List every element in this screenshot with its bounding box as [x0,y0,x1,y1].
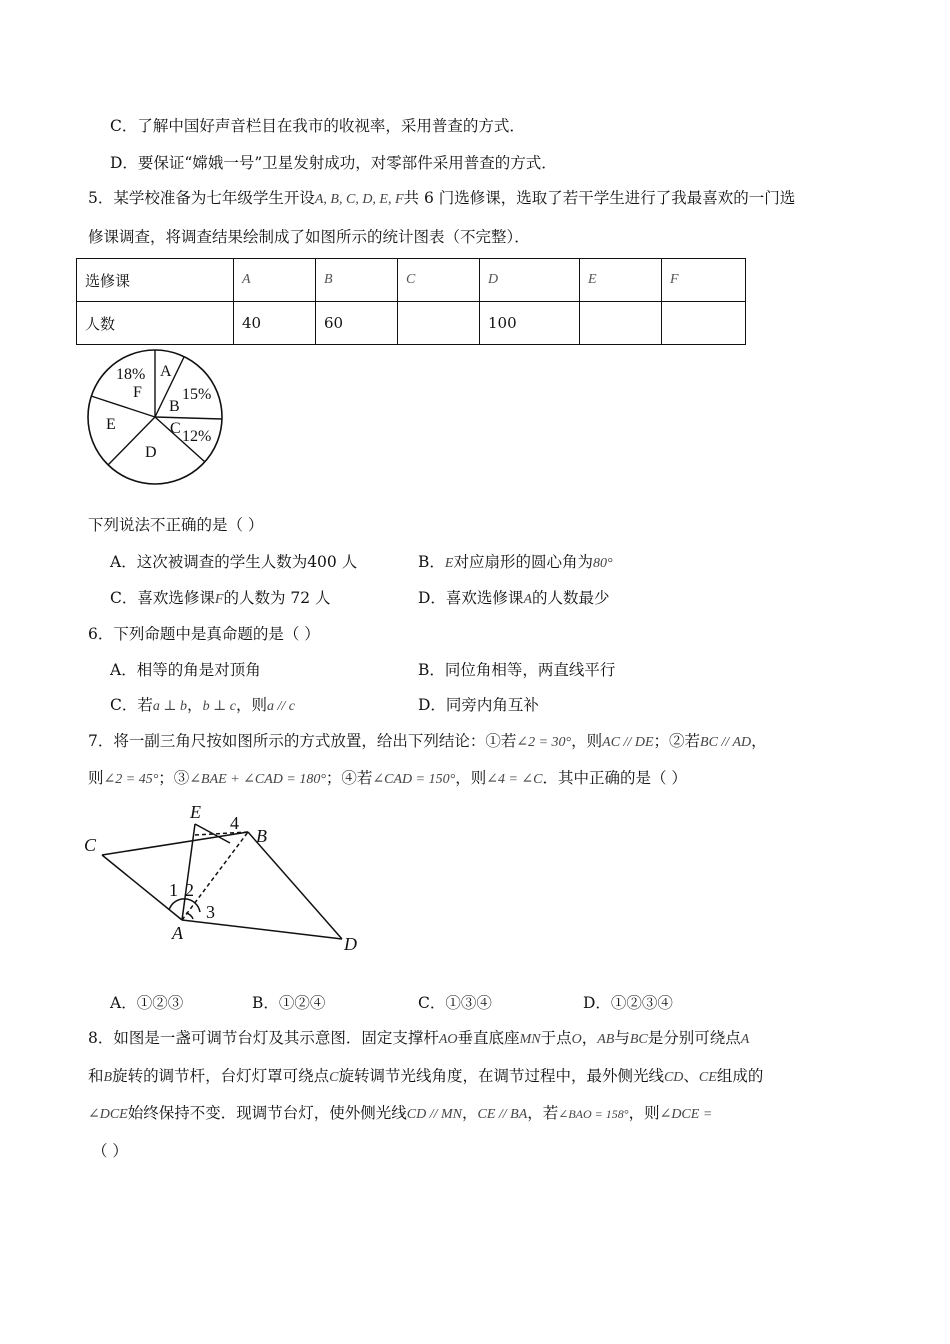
q7-text: ， [751,732,767,750]
q5-stem-courses: A, B, C, D, E, F [314,192,404,207]
q7-text: ；③ [158,769,190,787]
q7-text: ．其中正确的是（ ） [542,769,687,787]
q8-text: 始终保持不变．现调节台灯，使外侧光线 [127,1104,407,1122]
q7-math: ∠BAE + ∠CAD = 180° [189,772,326,787]
q7-option-b: B．①②④ [252,994,326,1012]
table-header-cell: C [398,259,480,302]
q6-stem: 6．下列命题中是真命题的是（ ） [88,625,320,643]
q7-math: BC // AD [700,735,752,750]
table-cell [398,302,480,345]
pie-label-e: E [106,416,116,433]
table-cell [662,302,746,345]
q5-option-d-text: 的人数最少 [532,589,610,607]
q8-math: CE // BA [477,1107,528,1122]
q8-math: O [571,1032,582,1047]
q5-option-b-var: E [444,556,454,571]
segment-ad [182,920,342,939]
label-e: E [190,802,201,822]
table-cell: 60 [316,302,398,345]
q6-option-c-math3: a // c [266,699,295,714]
q7-math: ∠2 = 45° [103,772,159,787]
table-header-cell: B [316,259,398,302]
q7-text: ，则 [571,732,603,750]
q7-text: 7．将一副三角尺按如图所示的方式放置，给出下列结论：①若 [88,732,517,750]
table-header-cell: D [480,259,580,302]
q7-math: ∠4 = ∠C [486,772,543,787]
q7-math: AC // DE [602,735,654,750]
q7-text: ；②若 [653,732,701,750]
pie-label-b: B [169,398,180,415]
table-header-cell: 选修课 [77,259,234,302]
q5-option-c-var: F [214,592,224,607]
pie-label-f-percent: 18% [116,366,146,383]
survey-table [76,258,746,345]
table-header-cell: A [234,259,316,302]
q8-stem-line2 [88,1066,763,1088]
pie-label-f: F [133,384,142,401]
q5-option-c [110,588,331,610]
table-cell: 40 [234,302,316,345]
q8-math: ∠BAO = 158° [558,1107,629,1121]
label-1: 1 [169,880,178,900]
q4-option-d: D．要保证“嫦娥一号”卫星发射成功，对零部件采用普查的方式． [110,154,557,172]
table-cell: 100 [480,302,580,345]
q5-option-d [418,588,610,610]
table-cell: 人数 [77,302,234,345]
q6-option-b: B．同位角相等，两直线平行 [418,661,616,679]
q5-question: 下列说法不正确的是（ ） [88,516,264,534]
q8-math: CE [698,1070,717,1085]
label-d: D [344,934,357,954]
q5-option-c-text: 的人数为 72 人 [223,589,331,607]
q8-math: AO [438,1032,458,1047]
q6-option-a: A．相等的角是对顶角 [110,661,261,679]
q6-option-c-sep2: ，则 [235,696,267,714]
q5-stem-text-a: 5．某学校准备为七年级学生开设 [88,189,315,207]
q8-text: 旋转的调节杆，台灯灯罩可绕点 [112,1067,330,1085]
q7-math: ∠CAD = 150° [372,772,456,787]
q7-text: ，则 [455,769,487,787]
q5-option-b [418,552,613,574]
q8-text: ， [461,1104,478,1122]
q8-stem-line3 [88,1103,712,1125]
q8-math: B [103,1070,113,1085]
q6-option-c-math2: b ⊥ c [202,699,236,714]
q8-math: C [329,1070,339,1085]
pie-label-d: D [145,444,157,461]
pie-divider [91,396,155,417]
table-header-cell: E [580,259,662,302]
table-row [77,302,746,345]
q7-stem-line1 [88,731,767,753]
q8-text: 组成的 [716,1067,764,1085]
q8-text: ， [581,1029,598,1047]
label-a: A [172,923,183,943]
q8-math: AB [597,1032,615,1047]
q8-text: 8．如图是一盏可调节台灯及其示意图．固定支撑杆 [88,1029,439,1047]
q8-math: ∠DCE [88,1107,128,1122]
table-cell [580,302,662,345]
q7-option-d: D．①②③④ [583,994,673,1012]
q6-option-d: D．同旁内角互补 [418,696,539,714]
q5-option-d-prefix: D．喜欢选修课 [418,589,524,607]
q5-option-b-text: 对应扇形的圆心角为 [453,553,593,571]
q8-math: ∠DCE = [659,1107,713,1122]
q5-option-c-prefix: C．喜欢选修课 [110,589,215,607]
pie-divider [155,417,222,419]
label-2: 2 [185,880,194,900]
q8-math: BC [629,1032,648,1047]
q7-stem-line2 [88,768,687,790]
q5-stem-line2: 修课调查，将调查结果绘制成了如图所示的统计图表（不完整）． [88,228,530,246]
q8-text: 和 [88,1067,104,1085]
q8-math: A [740,1032,750,1047]
q8-text: 旋转调节光线角度，在调节过程中，最外侧光线 [338,1067,664,1085]
q7-math: ∠2 = 30° [516,735,572,750]
segment-bd [248,832,342,939]
table-header-row [77,259,746,302]
label-4: 4 [230,813,239,833]
q4-option-c: C．了解中国好声音栏目在我市的收视率，采用普查的方式． [110,117,525,135]
q8-math: MN [519,1032,541,1047]
q6-option-c-sep1: ， [187,696,203,714]
q6-option-c-math1: a ⊥ b [152,699,188,714]
q8-text: 、 [683,1067,699,1085]
pie-label-c-percent: 12% [182,428,212,445]
q7-option-c: C．①③④ [418,994,492,1012]
q8-answer-blank: （ ） [92,1142,128,1160]
q6-option-c-prefix: C．若 [110,696,153,714]
pie-label-b-percent: 15% [182,386,212,403]
pie-label-c: C [170,420,181,437]
segment-cb [102,832,248,855]
q8-text: 与 [614,1029,630,1047]
q5-option-b-value: 80° [592,556,613,571]
label-c: C [84,835,97,855]
pie-chart-figure [86,347,226,487]
q7-text: ；④若 [325,769,373,787]
q8-text: 垂直底座 [457,1029,520,1047]
label-b: B [256,826,267,846]
segment-ae [182,824,195,920]
q5-option-a: A．这次被调查的学生人数为400 人 [110,553,358,571]
table-header-cell: F [662,259,746,302]
q6-option-c [110,695,295,717]
q5-option-b-prefix: B． [418,553,445,571]
q7-option-a: A．①②③ [110,994,184,1012]
q5-option-d-var: A [523,592,532,607]
q7-text: 则 [88,769,104,787]
angle-arc-small [186,913,193,919]
q8-math: CD // MN [406,1107,462,1122]
triangle-set-figure [80,798,380,958]
q8-text: ，若 [527,1104,559,1122]
q5-stem-text-b: 共 6 门选修课，选取了若干学生进行了我最喜欢的一门选 [403,189,796,207]
q8-text: 于点 [540,1029,572,1047]
label-3: 3 [206,902,215,922]
q8-text: ，则 [628,1104,660,1122]
q8-stem-line1 [88,1028,749,1050]
q5-stem-line1 [88,188,795,210]
q8-text: 是分别可绕点 [647,1029,741,1047]
q8-math: CD [663,1070,684,1085]
pie-label-a: A [160,363,172,380]
